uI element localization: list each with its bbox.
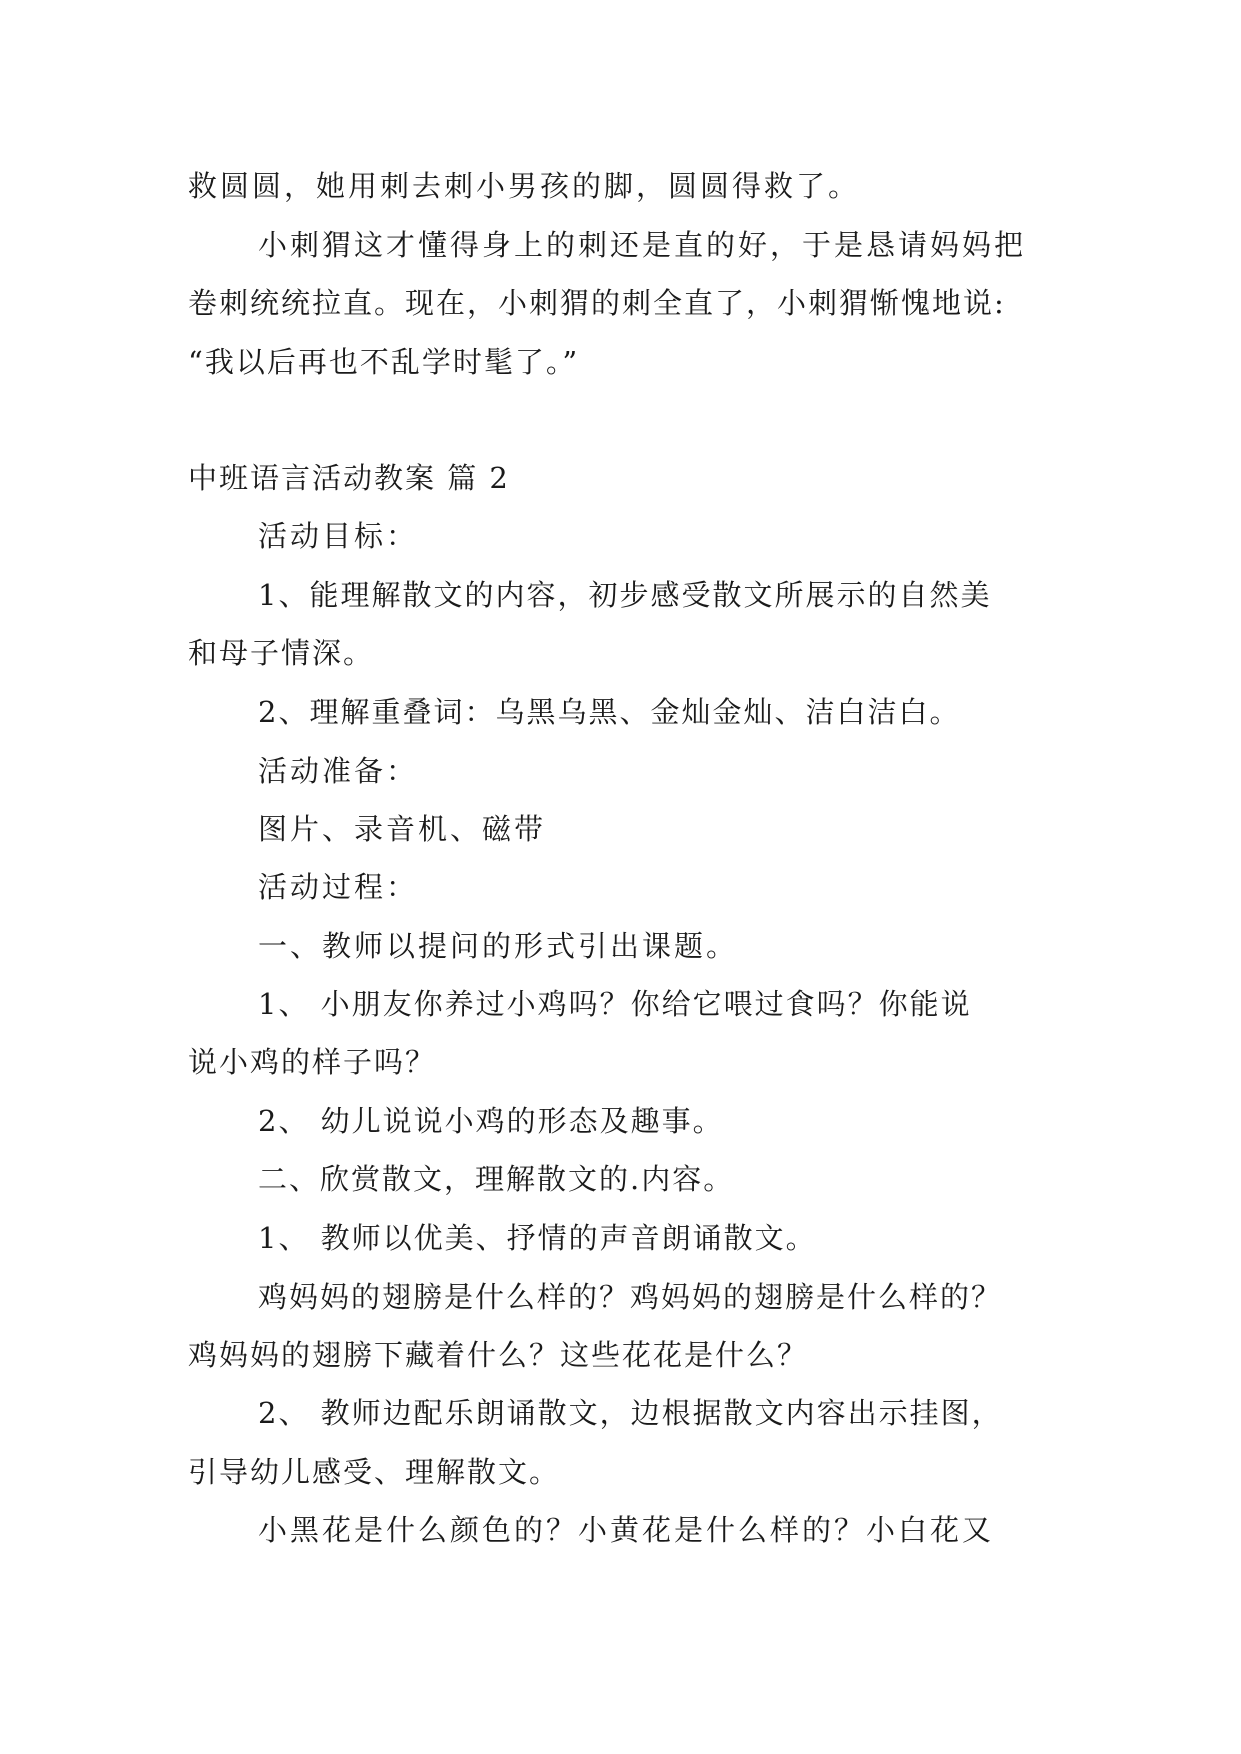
subheading-activity-preparation: 活动准备：	[258, 754, 419, 788]
question-line: 小黑花是什么颜色的？小黄花是什么样的？小白花又	[258, 1513, 995, 1547]
story-quote-line: “我以后再也不乱学时髦了。”	[188, 345, 580, 379]
goal-item-line: 1、能理解散文的内容，初步感受散文所展示的自然美	[258, 578, 992, 612]
process-step-line: 1、 教师以优美、抒情的声音朗诵散文。	[258, 1221, 817, 1255]
subheading-activity-process: 活动过程：	[258, 870, 419, 904]
question-line: 鸡妈妈的翅膀下藏着什么？这些花花是什么？	[188, 1338, 809, 1372]
process-step-line: 二、欣赏散文，理解散文的.内容。	[258, 1162, 735, 1196]
preparation-materials: 图片、录音机、磁带	[258, 812, 547, 846]
story-paragraph-line: 小刺猬这才懂得身上的刺还是直的好，于是恳请妈妈把	[258, 228, 1027, 262]
section-heading: 中班语言活动教案 篇 2	[188, 461, 510, 495]
question-line: 鸡妈妈的翅膀是什么样的？鸡妈妈的翅膀是什么样的？	[258, 1280, 1003, 1314]
process-step-line: 引导幼儿感受、理解散文。	[188, 1455, 561, 1489]
story-paragraph-line: 卷刺统统拉直。现在，小刺猬的刺全直了，小刺猬惭愧地说:	[188, 286, 1006, 320]
subheading-activity-goals: 活动目标：	[258, 519, 419, 553]
process-step-line: 1、 小朋友你养过小鸡吗？你给它喂过食吗？你能说	[258, 987, 972, 1021]
goal-item-line: 2、理解重叠词：乌黑乌黑、金灿金灿、洁白洁白。	[258, 695, 961, 729]
process-step-line: 说小鸡的样子吗？	[188, 1045, 437, 1079]
story-ending-line: 救圆圆，她用刺去刺小男孩的脚，圆圆得救了。	[188, 169, 861, 203]
process-step-line: 2、 幼儿说说小鸡的形态及趣事。	[258, 1104, 724, 1138]
goal-item-line: 和母子情深。	[188, 636, 375, 670]
process-step-line: 2、 教师边配乐朗诵散文，边根据散文内容出示挂图，	[258, 1396, 1003, 1430]
process-step-line: 一、教师以提问的形式引出课题。	[258, 929, 739, 963]
